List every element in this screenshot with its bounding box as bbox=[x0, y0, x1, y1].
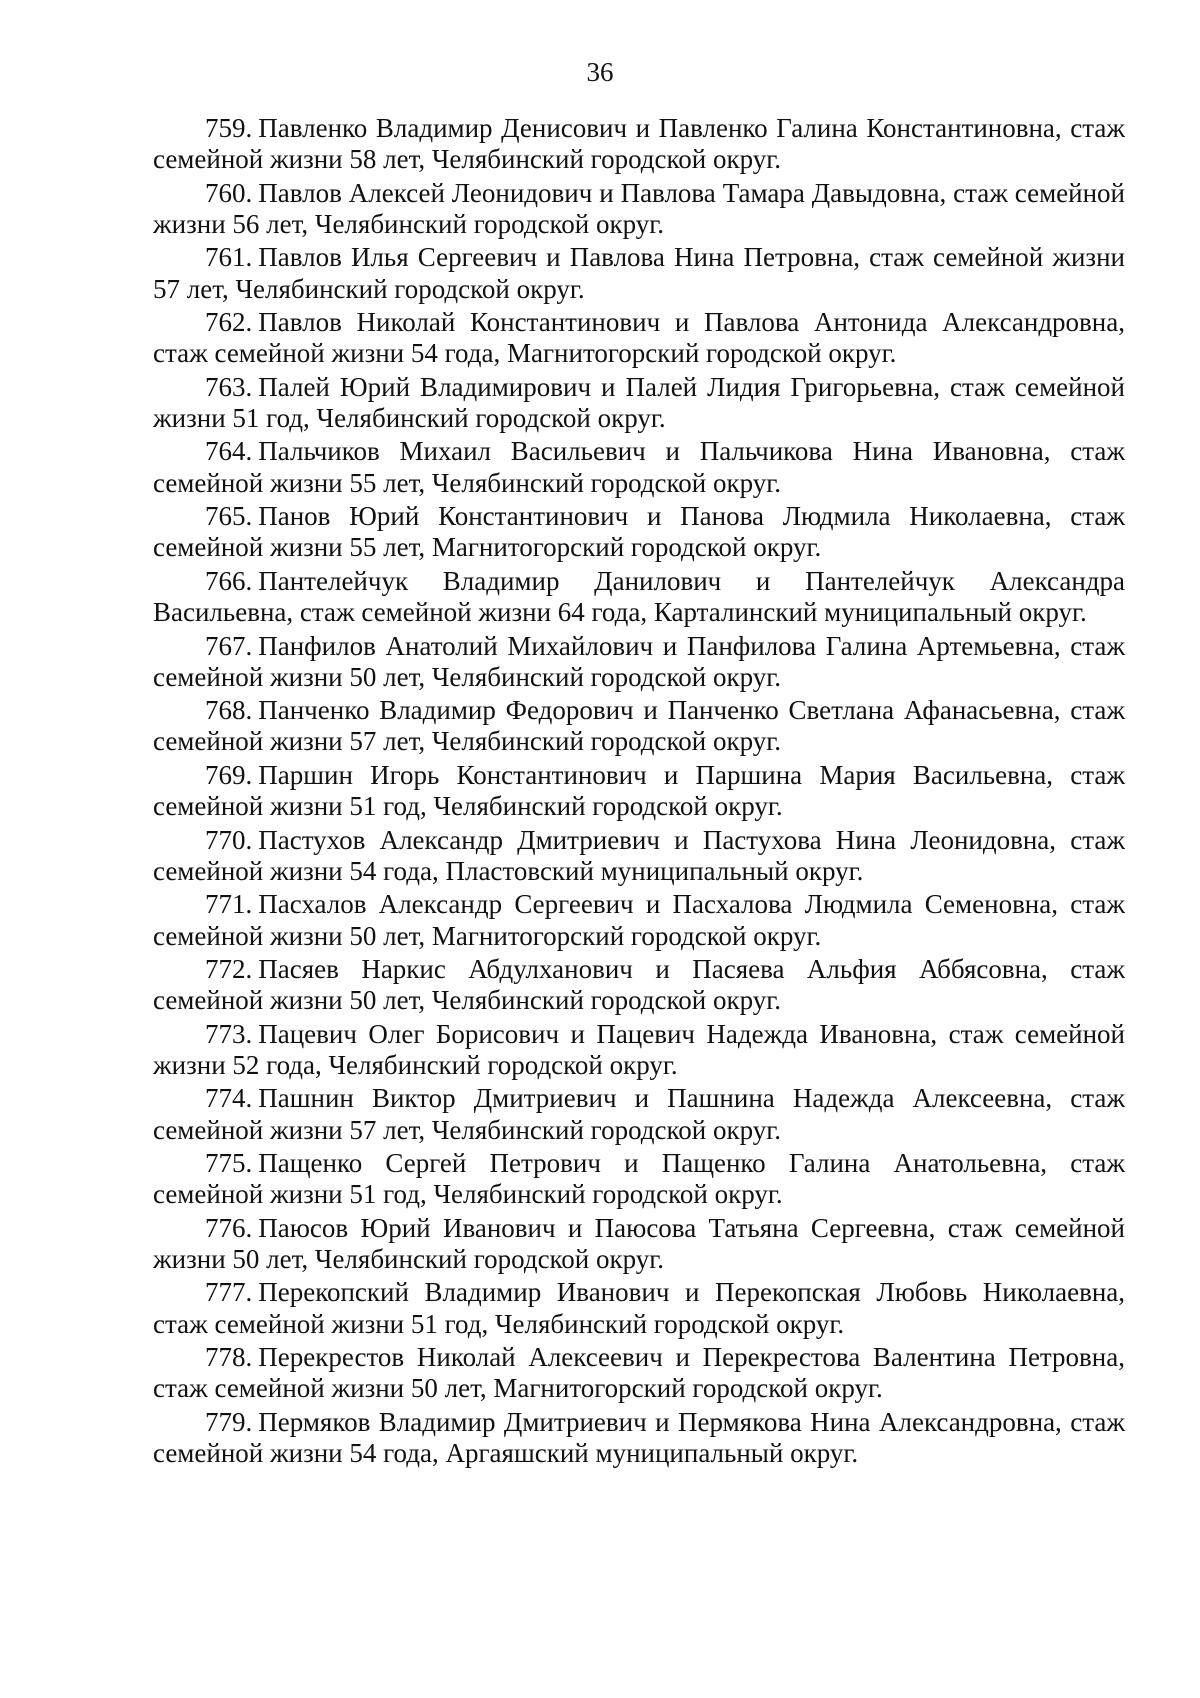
entry-number: 777. bbox=[205, 1277, 253, 1308]
entry-text: Пантелейчук Владимир Данилович и Пантелейчук Александра Васильевна, стаж семейной жизни 64 года, Карталинский муниципальный округ. bbox=[153, 565, 1125, 628]
list-item bbox=[153, 954, 1125, 1017]
list-item bbox=[153, 372, 1125, 435]
entry-number: 775. bbox=[205, 1148, 253, 1178]
entry-number: 773. bbox=[205, 1018, 253, 1049]
entry-number: 769. bbox=[205, 759, 253, 790]
list-item bbox=[153, 1083, 1125, 1146]
list-item bbox=[153, 178, 1125, 241]
entry-number: 763. bbox=[205, 371, 253, 402]
entry-number: 761. bbox=[205, 242, 253, 273]
page-number: 36 bbox=[586, 57, 614, 87]
entry-number: 768. bbox=[205, 695, 253, 726]
entry-number: 760. bbox=[205, 177, 253, 208]
list-item bbox=[153, 566, 1125, 629]
entry-number: 762. bbox=[205, 307, 253, 338]
entry-list bbox=[153, 113, 1125, 1471]
entry-text: Павленко Владимир Денисович и Павленко Галина Константиновна, стаж семейной жизни 58 лет, Челябинский городской округ. bbox=[153, 113, 1125, 175]
list-item bbox=[153, 889, 1125, 952]
entry-text: Павлов Николай Константинович и Павлова Антонида Александровна, стаж семейной жизни 54 года, Магнитогорский городской округ. bbox=[153, 307, 1125, 369]
entry-text: Паюсов Юрий Иванович и Паюсова Татьяна Сергеевна, стаж семейной жизни 50 лет, Челябинский городской округ. bbox=[153, 1212, 1125, 1274]
entry-number: 765. bbox=[205, 501, 253, 532]
entry-number: 778. bbox=[205, 1342, 253, 1373]
entry-number: 772. bbox=[205, 953, 253, 984]
entry-text: Пасхалов Александр Сергеевич и Пасхалова Людмила Семеновна, стаж семейной жизни 50 лет, Магнитогорский городской округ. bbox=[153, 889, 1125, 951]
entry-number: 759. bbox=[205, 113, 253, 143]
entry-number: 776. bbox=[205, 1212, 253, 1243]
list-item bbox=[153, 1019, 1125, 1082]
entry-number: 764. bbox=[205, 436, 253, 467]
entry-text: Панфилов Анатолий Михайлович и Панфилова Галина Артемьевна, стаж семейной жизни 50 лет, Челябинский городской округ. bbox=[153, 630, 1125, 692]
list-item bbox=[153, 1213, 1125, 1276]
entry-text: Панов Юрий Константинович и Панова Людмила Николаевна, стаж семейной жизни 55 лет, Магнитогорский городской округ. bbox=[153, 501, 1125, 563]
entry-text: Пастухов Александр Дмитриевич и Пастухова Нина Леонидовна, стаж семейной жизни 54 года, Пластовский муниципальный округ. bbox=[153, 824, 1125, 886]
entry-text: Панченко Владимир Федорович и Панченко Светлана Афанасьевна, стаж семейной жизни 57 лет, Челябинский городской округ. bbox=[153, 695, 1125, 757]
entry-text: Павлов Алексей Леонидович и Павлова Тамара Давыдовна, стаж семейной жизни 56 лет, Челябинский городской округ. bbox=[153, 177, 1125, 239]
list-item bbox=[153, 1407, 1125, 1470]
entry-number: 767. bbox=[205, 630, 253, 661]
entry-text: Пермяков Владимир Дмитриевич и Пермякова Нина Александровна, стаж семейной жизни 54 года, Аргаяшский муниципальный округ. bbox=[153, 1406, 1125, 1469]
list-item bbox=[153, 1148, 1125, 1211]
entry-number: 766. bbox=[205, 565, 253, 596]
list-item bbox=[153, 825, 1125, 888]
entry-number: 774. bbox=[205, 1083, 253, 1114]
entry-text: Паршин Игорь Константинович и Паршина Мария Васильевна, стаж семейной жизни 51 год, Челябинский городской округ. bbox=[153, 759, 1125, 822]
entry-text: Павлов Илья Сергеевич и Павлова Нина Петровна, стаж семейной жизни 57 лет, Челябинский городской округ. bbox=[153, 242, 1125, 304]
entry-number: 770. bbox=[205, 824, 253, 855]
list-item bbox=[153, 1277, 1125, 1340]
entry-text: Палей Юрий Владимирович и Палей Лидия Григорьевна, стаж семейной жизни 51 год, Челябинский городской округ. bbox=[153, 371, 1125, 434]
list-item bbox=[153, 1342, 1125, 1405]
entry-text: Пашнин Виктор Дмитриевич и Пашнина Надежда Алексеевна, стаж семейной жизни 57 лет, Челябинский городской округ. bbox=[153, 1083, 1125, 1145]
list-item bbox=[153, 631, 1125, 694]
entry-text: Перекрестов Николай Алексеевич и Перекрестова Валентина Петровна, стаж семейной жизни 50 лет, Магнитогорский городской округ. bbox=[153, 1342, 1125, 1404]
entry-text: Пацевич Олег Борисович и Пацевич Надежда Ивановна, стаж семейной жизни 52 года, Челябинский городской округ. bbox=[153, 1018, 1125, 1080]
entry-number: 779. bbox=[205, 1406, 253, 1437]
entry-number: 771. bbox=[205, 889, 253, 920]
entry-text: Пасяев Наркис Абдулханович и Пасяева Альфия Аббясовна, стаж семейной жизни 50 лет, Челябинский городской округ. bbox=[153, 953, 1125, 1016]
list-item bbox=[153, 436, 1125, 499]
list-item bbox=[153, 695, 1125, 758]
list-item bbox=[153, 501, 1125, 564]
list-item bbox=[153, 242, 1125, 305]
entry-text: Пальчиков Михаил Васильевич и Пальчикова Нина Ивановна, стаж семейной жизни 55 лет, Челябинский городской округ. bbox=[153, 436, 1125, 498]
entry-text: Пащенко Сергей Петрович и Пащенко Галина Анатольевна, стаж семейной жизни 51 год, Челябинский городской округ. bbox=[153, 1148, 1125, 1210]
list-item bbox=[153, 760, 1125, 823]
list-item bbox=[153, 307, 1125, 370]
entry-text: Перекопский Владимир Иванович и Перекопская Любовь Николаевна, стаж семейной жизни 51 год, Челябинский городской округ. bbox=[153, 1277, 1125, 1339]
list-item bbox=[153, 113, 1125, 176]
